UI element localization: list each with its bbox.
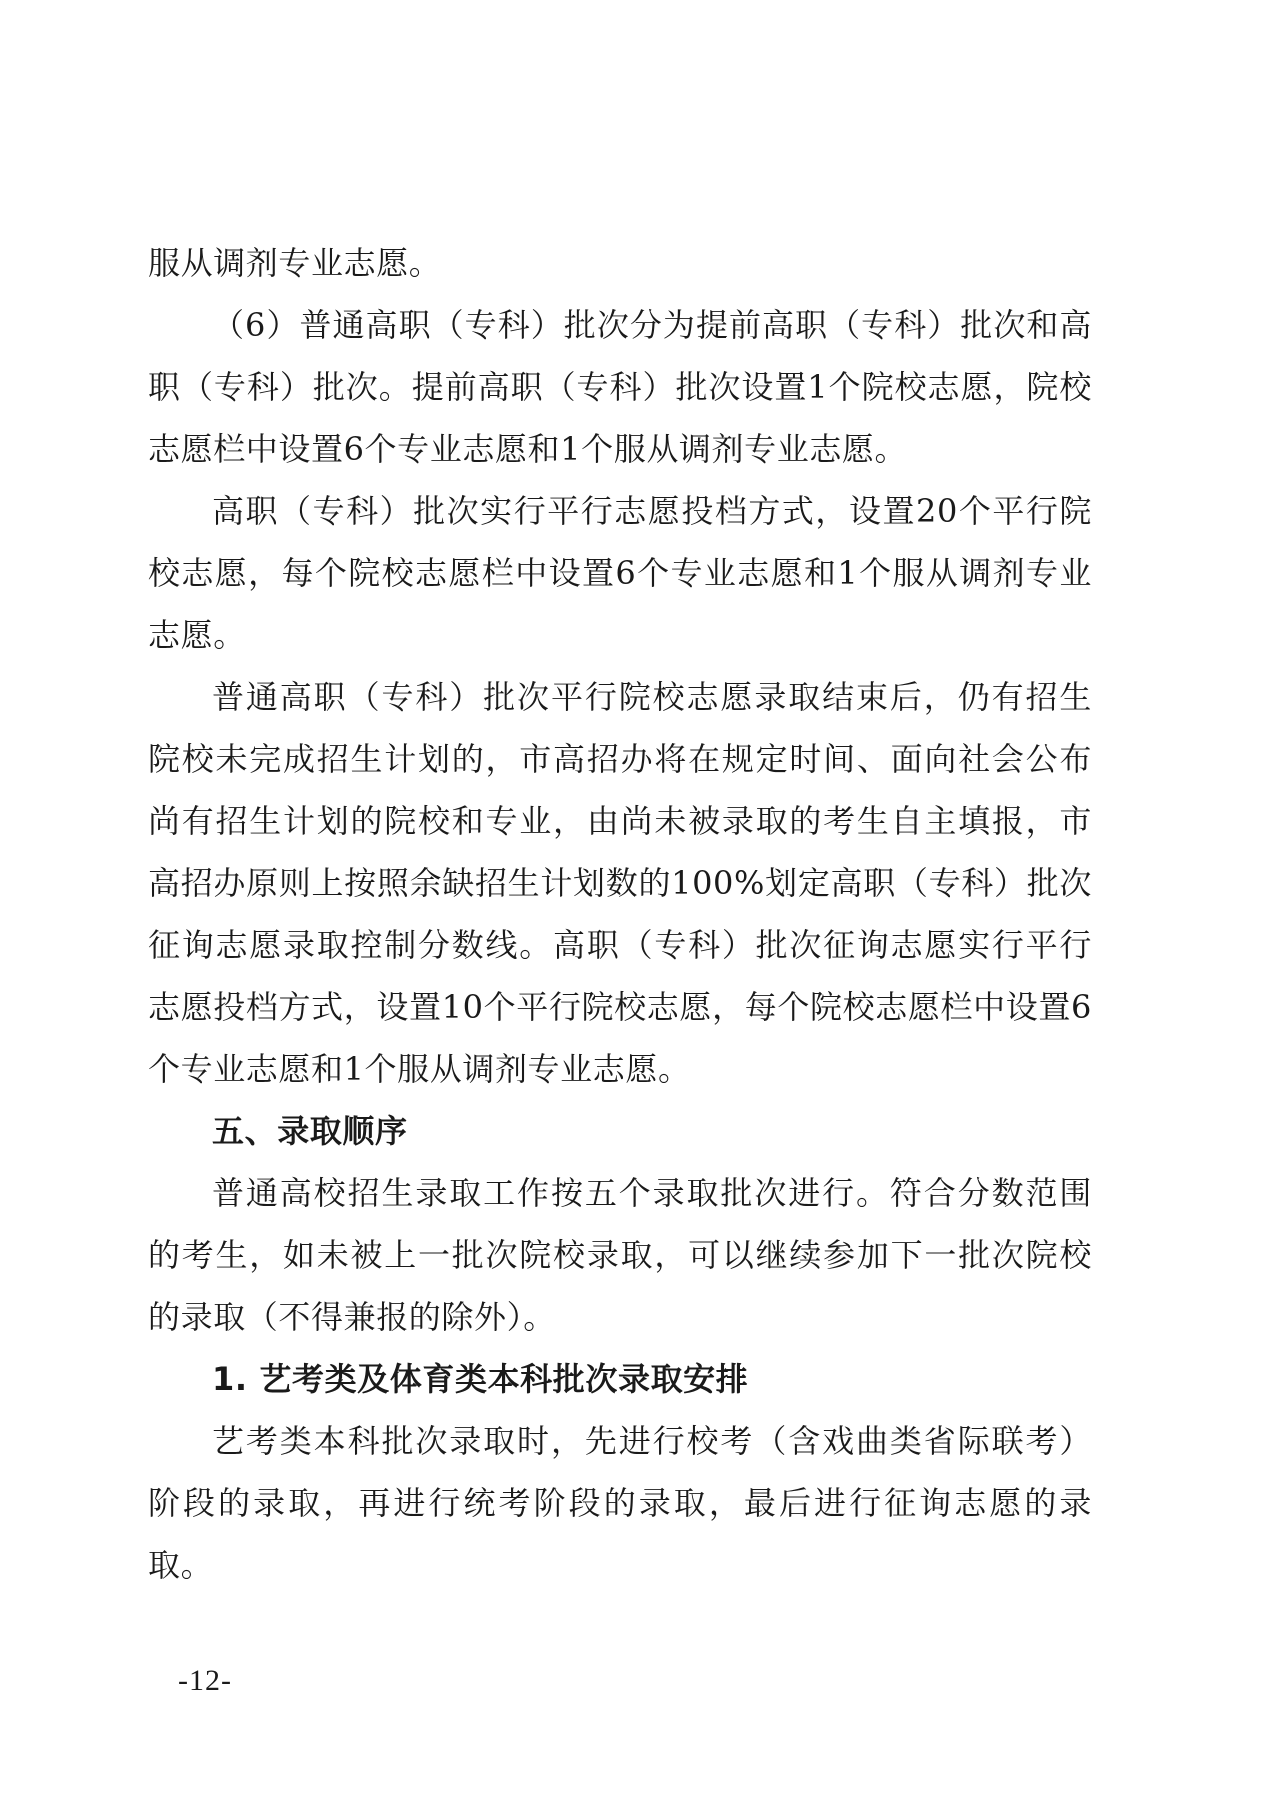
- section-heading-admission-order: 五、录取顺序: [212, 1112, 408, 1150]
- paragraph-solicitation: 普通高职（专科）批次平行院校志愿录取结束后，仍有招生院校未完成招生计划的，市高招办将在规定时间、面向社会公布尚有招生计划的院校和专业，由尚未被录取的考生自主填报，市高招办原则上按照余缺招生计划数的100%划定高职（专科）批次征询志愿录取控制分数线。高职（专科）批次征询志愿实行平行志愿投档方式，设置10个平行院校志愿，每个院校志愿栏中设置6个专业志愿和1个服从调剂专业志愿。: [148, 678, 1092, 1088]
- paragraph-art-admission: 艺考类本科批次录取时，先进行校考（含戏曲类省际联考）阶段的录取，再进行统考阶段的录取，最后进行征询志愿的录取。: [148, 1422, 1092, 1584]
- paragraph-item-6: （6）普通高职（专科）批次分为提前高职（专科）批次和高职（专科）批次。提前高职（专科）批次设置1个院校志愿，院校志愿栏中设置6个专业志愿和1个服从调剂专业志愿。: [148, 306, 1092, 468]
- subheading-art-sports: 1. 艺考类及体育类本科批次录取安排: [212, 1360, 749, 1398]
- body-text: [148, 232, 1092, 1596]
- paragraph-parallel-volunteer: 高职（专科）批次实行平行志愿投档方式，设置20个平行院校志愿，每个院校志愿栏中设置6个专业志愿和1个服从调剂专业志愿。: [148, 492, 1092, 654]
- page-number: -12-: [178, 1664, 232, 1697]
- paragraph-continuation: 服从调剂专业志愿。: [148, 244, 442, 282]
- paragraph-admission-batches: 普通高校招生录取工作按五个录取批次进行。符合分数范围的考生，如未被上一批次院校录取，可以继续参加下一批次院校的录取（不得兼报的除外）。: [148, 1174, 1092, 1336]
